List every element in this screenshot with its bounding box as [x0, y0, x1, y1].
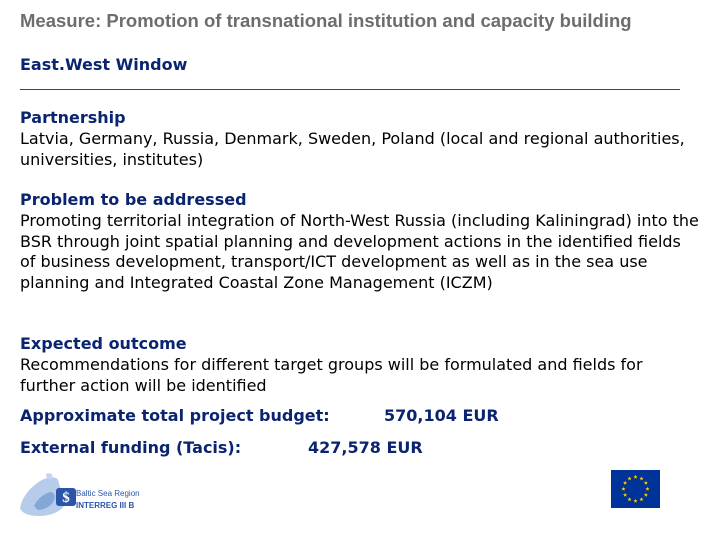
outcome-body: Recommendations for different target groups will be formulated and fields for further action will be identified	[20, 354, 643, 395]
problem-heading: Problem to be addressed	[20, 190, 247, 209]
section-problem	[20, 190, 700, 294]
section-partnership	[20, 108, 700, 170]
bsr-interreg-logo	[16, 468, 156, 522]
section-outcome	[20, 334, 700, 396]
external-funding-value: 427,578 EUR	[308, 438, 423, 457]
outcome-heading: Expected outcome	[20, 334, 187, 353]
total-budget-row	[20, 406, 499, 425]
external-funding-label: External funding (Tacis):	[20, 438, 242, 457]
total-budget-value: 570,104 EUR	[384, 406, 499, 425]
logo-text-line2: INTERREG III B	[76, 501, 135, 510]
partnership-body: Latvia, Germany, Russia, Denmark, Sweden, Poland (local and regional authorities, universities, institutes)	[20, 128, 685, 169]
eu-flag-graphic	[611, 470, 660, 508]
divider	[20, 89, 680, 90]
total-budget-label: Approximate total project budget:	[20, 406, 330, 425]
logo-text-line1: Baltic Sea Region	[76, 489, 140, 498]
eu-flag-icon	[611, 470, 660, 508]
svg-text:$: $	[62, 490, 70, 506]
project-name: East.West Window	[20, 55, 188, 74]
partnership-heading: Partnership	[20, 108, 126, 127]
problem-body: Promoting territorial integration of North-West Russia (including Kaliningrad) into the BSR through joint spatial planning and development actions in the identified fields of business development, transport/ICT development as well as in the sea use planning and Integrated Coastal Zone Management (ICZM)	[20, 210, 699, 293]
external-funding-row	[20, 438, 423, 457]
page-title: Measure: Promotion of transnational institution and capacity building	[20, 10, 632, 31]
